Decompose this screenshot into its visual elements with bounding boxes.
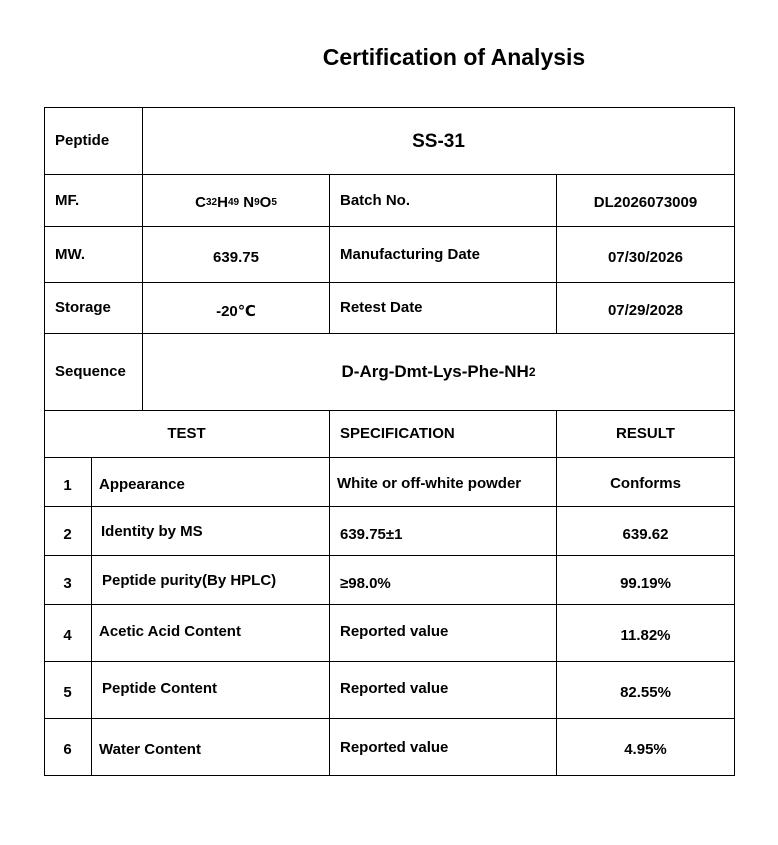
- peptide-label: Peptide: [55, 132, 110, 149]
- mf-c: C: [195, 194, 206, 211]
- mw-value: 639.75: [213, 248, 259, 266]
- test-name: Appearance: [99, 476, 185, 493]
- test-no: 6: [63, 741, 72, 758]
- batch-value: DL2026073009: [593, 194, 698, 211]
- mf-label: MF.: [55, 191, 80, 209]
- table-rule: [734, 107, 735, 776]
- test-no: 4: [63, 626, 72, 644]
- sequence-main: D-Arg-Dmt-Lys-Phe-NH: [341, 361, 529, 381]
- test-name: Peptide purity(By HPLC): [102, 572, 277, 589]
- test-spec: Reported value: [340, 623, 449, 640]
- storage-label: Storage: [55, 299, 111, 316]
- test-result: 99.19%: [620, 575, 671, 592]
- test-spec: White or off-white powder: [337, 474, 522, 492]
- test-no: 5: [63, 684, 72, 701]
- sequence-label: Sequence: [55, 363, 126, 380]
- retest-date-label: Retest Date: [340, 299, 423, 316]
- retest-date-value: 07/29/2028: [607, 302, 684, 319]
- mf-h: H: [217, 194, 228, 211]
- coa-table: [44, 107, 735, 776]
- header-specification: SPECIFICATION: [340, 425, 455, 442]
- test-result: 82.55%: [620, 684, 671, 701]
- peptide-value: SS-31: [412, 131, 465, 152]
- page-title: Certification of Analysis: [322, 44, 586, 70]
- table-rule: [91, 457, 92, 776]
- mf-n: N: [243, 194, 255, 211]
- test-spec: Reported value: [340, 738, 449, 756]
- storage-value: -20℃: [216, 302, 256, 320]
- test-name: Identity by MS: [101, 523, 203, 540]
- mfg-date-value: 07/30/2026: [607, 248, 684, 266]
- mf-value: C 32 H 49 N 9 O 5: [195, 194, 277, 211]
- mfg-date-label: Manufacturing Date: [340, 245, 481, 263]
- test-result: Conforms: [610, 474, 681, 492]
- header-test: TEST: [167, 425, 206, 442]
- test-spec: Reported value: [340, 680, 449, 697]
- header-result: RESULT: [616, 425, 675, 442]
- mf-o: O: [259, 194, 272, 211]
- test-name: Water Content: [99, 741, 201, 758]
- test-result: 4.95%: [624, 741, 667, 758]
- test-result: 639.62: [622, 526, 669, 543]
- table-rule: [329, 174, 330, 333]
- sequence-value: D-Arg-Dmt-Lys-Phe-NH 2: [341, 361, 536, 381]
- test-result: 11.82%: [620, 626, 671, 644]
- test-name: Peptide Content: [102, 680, 217, 697]
- batch-label: Batch No.: [340, 191, 411, 209]
- mw-label: MW.: [55, 245, 85, 263]
- test-spec: ≥98.0%: [340, 575, 391, 592]
- table-rule: [329, 410, 330, 776]
- test-no: 3: [63, 575, 72, 592]
- test-no: 1: [63, 477, 72, 494]
- test-spec: 639.75±1: [340, 526, 403, 543]
- test-name: Acetic Acid Content: [99, 623, 241, 640]
- test-no: 2: [63, 526, 72, 543]
